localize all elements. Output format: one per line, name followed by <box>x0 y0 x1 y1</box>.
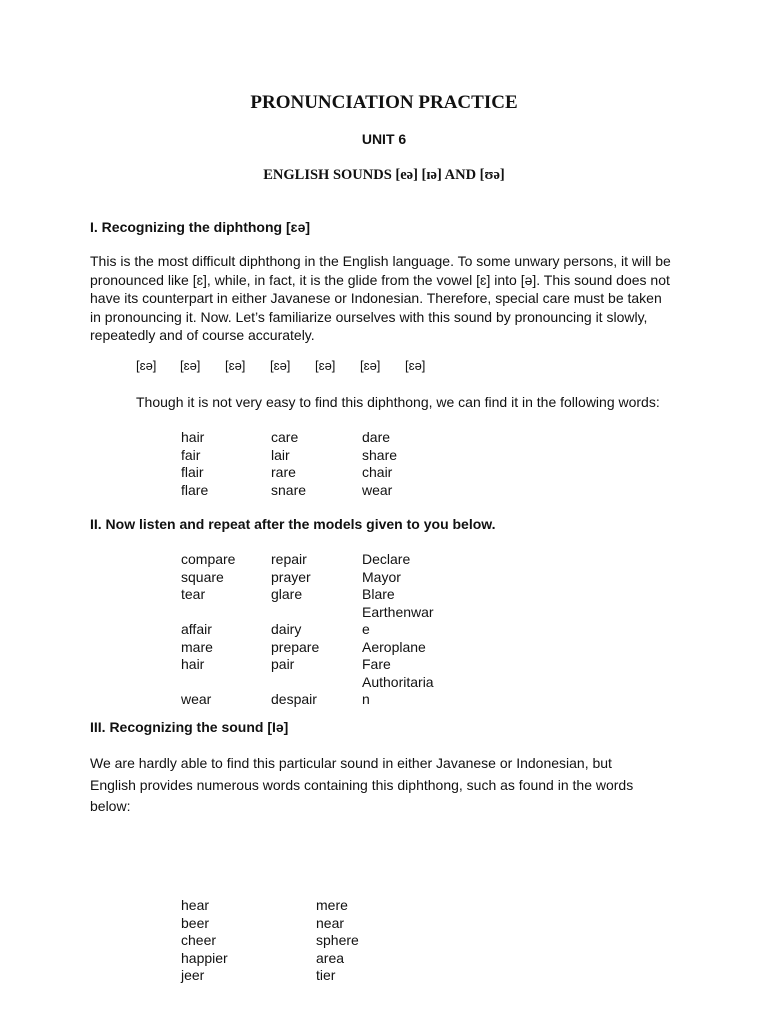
word: repair <box>271 551 307 567</box>
word-column <box>271 429 306 499</box>
word: sphere <box>316 932 359 948</box>
word: hair <box>181 656 205 672</box>
ipa-symbol: [ɛə] <box>136 358 157 373</box>
ipa-symbol: [ɛə] <box>315 358 336 373</box>
word: compare <box>181 551 236 567</box>
word: mere <box>316 897 348 913</box>
sounds-heading: ENGLISH SOUNDS [eə] [ɪə] AND [ʊə] <box>263 167 505 183</box>
word: flair <box>181 464 204 480</box>
word: fair <box>181 446 201 463</box>
ipa-symbol: [ɛə] <box>405 358 426 373</box>
word: n <box>362 691 370 707</box>
section3-paragraph <box>90 753 650 818</box>
word: tear <box>181 586 206 602</box>
ipa-symbol: [ɛə] <box>225 358 246 373</box>
word: square <box>181 568 224 585</box>
word: glare <box>271 586 303 602</box>
ipa-repeat-row <box>0 358 768 378</box>
word: rare <box>271 464 296 480</box>
word: Fare <box>362 656 391 672</box>
unit-label: UNIT 6 <box>361 131 407 147</box>
word-column <box>316 897 359 985</box>
section1-para-line: repeatedly and of course accurately. <box>90 327 315 344</box>
word <box>181 604 235 622</box>
word: dairy <box>271 621 302 637</box>
word: dare <box>362 429 391 445</box>
word-column <box>362 429 397 499</box>
word: despair <box>271 691 317 707</box>
word: affair <box>181 621 212 637</box>
word: mare <box>181 638 213 655</box>
word: Mayor <box>362 568 401 585</box>
section1-para-line: pronounced like [ɛ], while, in fact, it is the glide from the vowel [ɛ] into [ə]. This sound does not <box>90 271 670 288</box>
section1-para-line: in pronouncing it. Now. Let’s familiarize ourselves with this sound by pronouncing it slowly, <box>90 308 648 325</box>
word: beer <box>181 914 210 931</box>
word: Earthenwar <box>362 603 434 620</box>
word: cheer <box>181 932 217 948</box>
word: hair <box>181 429 205 445</box>
word-column <box>181 429 208 499</box>
word <box>271 674 319 692</box>
section3-para-line: below: <box>90 798 131 814</box>
section2-heading: II. Now listen and repeat after the models given to you below. <box>90 516 496 532</box>
section3-heading: III. Recognizing the sound [Iə] <box>90 719 289 735</box>
section3-para-line: English provides numerous words containing this diphthong, such as found in the words <box>90 776 634 793</box>
page-title: PRONUNCIATION PRACTICE <box>250 92 518 113</box>
word-column <box>181 551 235 709</box>
section1-para-line: This is the most difficult diphthong in the English language. To some unwary persons, it will be <box>90 253 671 269</box>
word <box>181 674 235 692</box>
word: Blare <box>362 586 395 602</box>
word <box>271 604 319 622</box>
word: Authoritaria <box>362 673 434 690</box>
word: share <box>362 446 398 463</box>
word: lair <box>271 446 290 463</box>
word: Aeroplane <box>362 638 426 655</box>
word: wear <box>362 481 393 498</box>
word: care <box>271 429 299 445</box>
ipa-symbol: [ɛə] <box>180 358 201 373</box>
word: prepare <box>271 638 320 655</box>
word: area <box>316 949 345 966</box>
section1-intro: Though it is not very easy to find this diphthong, we can find it in the following words: <box>136 394 660 410</box>
ipa-symbol: [ɛə] <box>270 358 291 373</box>
section1-paragraph <box>90 252 680 345</box>
word: happier <box>181 949 228 966</box>
section1-para-line: have its counterpart in either Javanese or Indonesian. Therefore, special care must be taken <box>90 290 662 307</box>
word: Declare <box>362 551 411 567</box>
section1-heading: I. Recognizing the diphthong [ɛə] <box>90 219 311 235</box>
ipa-symbol: [ɛə] <box>360 358 381 373</box>
word: e <box>362 621 370 637</box>
section3-para-line: We are hardly able to find this particular sound in either Javanese or Indonesian, but <box>90 755 612 771</box>
word: hear <box>181 897 210 913</box>
word-column <box>271 551 319 709</box>
word: tier <box>316 967 336 983</box>
word: pair <box>271 656 295 672</box>
word: prayer <box>271 568 311 585</box>
word-column <box>362 551 434 709</box>
word: near <box>316 914 345 931</box>
word: snare <box>271 481 307 498</box>
word: wear <box>181 691 212 707</box>
word: chair <box>362 464 393 480</box>
word: jeer <box>181 967 205 983</box>
word: flare <box>181 481 209 498</box>
word-column <box>181 897 228 985</box>
